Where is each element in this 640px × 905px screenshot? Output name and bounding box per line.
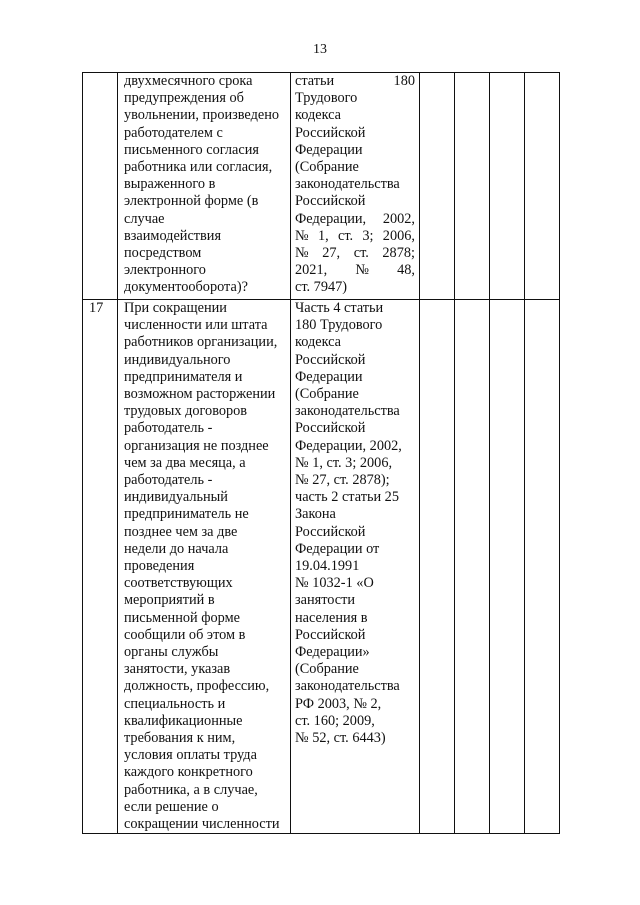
reference-word: (Собрание bbox=[295, 159, 359, 176]
question-line: предупреждения об bbox=[124, 90, 244, 107]
question-line: трудовых договоров bbox=[124, 403, 248, 420]
question-line: документооборота)? bbox=[124, 279, 248, 296]
reference-word: законодательства bbox=[295, 176, 400, 193]
reference-word: ст. 160; 2009, bbox=[295, 712, 375, 729]
question-cell bbox=[118, 300, 291, 834]
question-line: взаимодействия bbox=[124, 227, 222, 244]
question-line: работодатель - bbox=[124, 420, 213, 437]
question-line: требования к ним, bbox=[124, 730, 236, 747]
reference-line bbox=[295, 524, 415, 541]
reference-line bbox=[295, 90, 415, 107]
reference-line bbox=[295, 369, 415, 386]
reference-line bbox=[295, 455, 415, 472]
reference-word: Российской bbox=[295, 351, 366, 368]
answer-yes-cell[interactable] bbox=[420, 300, 455, 834]
reference-line bbox=[295, 386, 415, 403]
reference-word: населения в bbox=[295, 609, 368, 626]
question-line: квалификационные bbox=[124, 712, 243, 729]
reference-word: Российской bbox=[295, 193, 366, 210]
page-number: 13 bbox=[313, 42, 327, 57]
reference-word: Российской bbox=[295, 420, 366, 437]
reference-line bbox=[295, 245, 415, 262]
question-line: предприниматель не bbox=[124, 506, 249, 523]
question-line: проведения bbox=[124, 558, 195, 575]
reference-line bbox=[295, 279, 415, 296]
reference-word: Трудового bbox=[295, 90, 358, 107]
legal-reference-text bbox=[291, 73, 419, 297]
question-line: численности или штата bbox=[124, 317, 268, 334]
reference-word: законодательства bbox=[295, 403, 400, 420]
question-line: условия оплаты труда bbox=[124, 747, 257, 764]
reference-word: 2021, bbox=[295, 262, 328, 279]
reference-line bbox=[295, 159, 415, 176]
reference-word: 19.04.1991 bbox=[295, 558, 360, 575]
answer-no-cell[interactable] bbox=[455, 73, 490, 300]
question-line: посредством bbox=[124, 245, 202, 262]
answer-yes-cell[interactable] bbox=[420, 73, 455, 300]
reference-line bbox=[295, 142, 415, 159]
question-line: предпринимателя и bbox=[124, 368, 243, 385]
reference-line bbox=[295, 317, 415, 334]
reference-word: 180 bbox=[393, 73, 415, 89]
reference-word: Федерации, 2002, bbox=[295, 437, 402, 454]
reference-line bbox=[295, 489, 415, 506]
question-line: При сокращении bbox=[124, 300, 227, 316]
reference-word: Федерации» bbox=[295, 644, 370, 661]
reference-word: ст. bbox=[337, 227, 354, 244]
reference-word: № 52, ст. 6443) bbox=[295, 730, 386, 747]
reference-word: 2878; bbox=[382, 245, 415, 262]
question-line: двухмесячного срока bbox=[124, 73, 253, 89]
question-line: специальность и bbox=[124, 695, 226, 712]
reference-line bbox=[295, 403, 415, 420]
reference-word: статьи bbox=[295, 73, 335, 89]
reference-line bbox=[295, 678, 415, 695]
reference-line bbox=[295, 228, 415, 245]
question-line: работодатель - bbox=[124, 472, 213, 489]
reference-word: ст. bbox=[353, 245, 369, 262]
question-line: письменного согласия bbox=[124, 141, 259, 158]
reference-word: законодательства bbox=[295, 678, 400, 695]
table-row bbox=[83, 300, 560, 834]
reference-line bbox=[295, 352, 415, 369]
question-line: недели до начала bbox=[124, 540, 229, 557]
question-line: выраженного в bbox=[124, 176, 216, 193]
reference-line bbox=[295, 176, 415, 193]
question-line: каждого конкретного bbox=[124, 764, 253, 781]
reference-word: часть 2 статьи 25 bbox=[295, 489, 399, 506]
reference-word: № bbox=[295, 245, 309, 262]
legal-reference-cell bbox=[291, 300, 420, 834]
reference-line bbox=[295, 472, 415, 489]
question-line: должность, профессию, bbox=[124, 678, 270, 695]
reference-line bbox=[295, 592, 415, 609]
question-line: работников организации, bbox=[124, 334, 278, 351]
reference-line bbox=[295, 575, 415, 592]
question-line: электронного bbox=[124, 262, 206, 279]
question-line: индивидуальный bbox=[124, 489, 228, 506]
reference-word: (Собрание bbox=[295, 661, 359, 678]
reference-line bbox=[295, 610, 415, 627]
reference-line bbox=[295, 541, 415, 558]
checklist-table bbox=[82, 72, 560, 834]
question-line: увольнении, произведено bbox=[124, 107, 280, 124]
question-text bbox=[118, 300, 290, 833]
reference-word: Федерации bbox=[295, 368, 363, 385]
reference-line bbox=[295, 211, 415, 228]
reference-word: 3; bbox=[362, 227, 374, 244]
question-line: работника или согласия, bbox=[124, 159, 273, 176]
question-line: соответствующих bbox=[124, 575, 233, 592]
question-line: если решение о bbox=[124, 798, 219, 815]
reference-line bbox=[295, 661, 415, 678]
question-line: работодателем с bbox=[124, 124, 223, 141]
question-text bbox=[118, 73, 290, 297]
answer-no-cell[interactable] bbox=[455, 300, 490, 834]
reference-word: Закона bbox=[295, 506, 336, 523]
legal-reference-cell bbox=[291, 73, 420, 300]
reference-word: № 27, ст. 2878); bbox=[295, 472, 390, 489]
reference-line bbox=[295, 506, 415, 523]
reference-line bbox=[295, 438, 415, 455]
reference-word: 2002, bbox=[382, 210, 415, 227]
reference-word: кодекса bbox=[295, 107, 342, 124]
question-line: мероприятий в bbox=[124, 592, 215, 609]
reference-word: 27, bbox=[322, 245, 341, 262]
table-row bbox=[83, 73, 560, 300]
reference-word: 48, bbox=[397, 262, 415, 279]
question-line: сообщили об этом в bbox=[124, 626, 246, 643]
reference-word: Федерации, bbox=[295, 210, 367, 227]
notes-cell[interactable] bbox=[525, 73, 560, 300]
reference-word: Федерации от bbox=[295, 540, 380, 557]
reference-word: № 1, ст. 3; 2006, bbox=[295, 454, 393, 471]
reference-word: Российской bbox=[295, 523, 366, 540]
notes-cell[interactable] bbox=[525, 300, 560, 834]
answer-not-applicable-cell[interactable] bbox=[490, 73, 525, 300]
question-cell bbox=[118, 73, 291, 300]
question-line: индивидуального bbox=[124, 351, 231, 368]
reference-line bbox=[295, 107, 415, 124]
reference-line bbox=[295, 713, 415, 730]
reference-word: ст. 7947) bbox=[295, 279, 348, 296]
reference-word: кодекса bbox=[295, 334, 342, 351]
row-number-cell bbox=[83, 73, 118, 300]
reference-word: РФ 2003, № 2, bbox=[295, 695, 382, 712]
reference-line bbox=[295, 125, 415, 142]
legal-reference-text bbox=[291, 300, 419, 747]
question-line: сокращении численности bbox=[124, 816, 280, 833]
question-line: чем за два месяца, а bbox=[124, 454, 246, 471]
row-number: 17 bbox=[89, 300, 104, 316]
reference-word: 2006, bbox=[382, 227, 415, 244]
reference-word: № 1032-1 «О bbox=[295, 575, 374, 592]
question-line: позднее чем за две bbox=[124, 523, 238, 540]
reference-word: Российской bbox=[295, 124, 366, 141]
reference-line bbox=[295, 73, 415, 90]
reference-word: Российской bbox=[295, 626, 366, 643]
reference-line bbox=[295, 262, 415, 279]
reference-word: № bbox=[355, 262, 369, 279]
reference-word: Часть 4 статьи bbox=[295, 300, 384, 316]
reference-line bbox=[295, 644, 415, 661]
reference-word: занятости bbox=[295, 592, 356, 609]
question-line: организация не позднее bbox=[124, 437, 269, 454]
reference-word: 1, bbox=[317, 227, 329, 244]
reference-line bbox=[295, 193, 415, 210]
reference-line bbox=[295, 420, 415, 437]
reference-word: Федерации bbox=[295, 141, 363, 158]
reference-line bbox=[295, 300, 415, 317]
question-line: органы службы bbox=[124, 644, 219, 661]
question-line: электронной форме (в bbox=[124, 193, 259, 210]
reference-line bbox=[295, 627, 415, 644]
reference-line bbox=[295, 696, 415, 713]
question-line: работника, а в случае, bbox=[124, 781, 258, 798]
reference-line bbox=[295, 334, 415, 351]
row-number-cell bbox=[83, 300, 118, 834]
question-line: возможном расторжении bbox=[124, 386, 276, 403]
question-line: случае bbox=[124, 210, 165, 227]
reference-word: 180 Трудового bbox=[295, 317, 383, 334]
reference-word: (Собрание bbox=[295, 386, 359, 403]
reference-line bbox=[295, 730, 415, 747]
answer-not-applicable-cell[interactable] bbox=[490, 300, 525, 834]
question-line: занятости, указав bbox=[124, 661, 231, 678]
reference-word: № bbox=[295, 227, 309, 244]
question-line: письменной форме bbox=[124, 609, 240, 626]
reference-line bbox=[295, 558, 415, 575]
